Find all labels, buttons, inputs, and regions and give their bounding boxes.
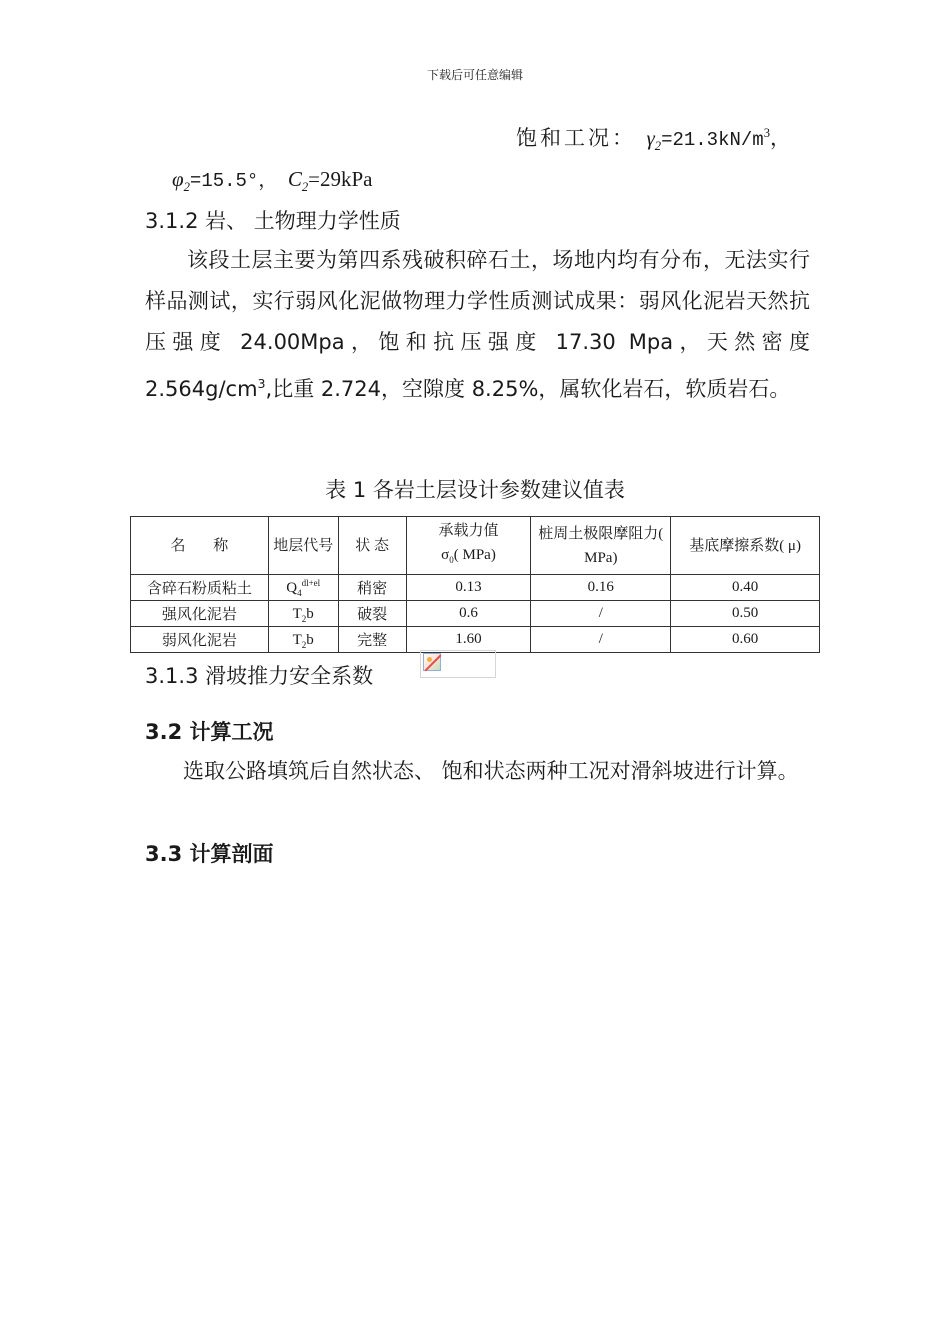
header-state: 状 态 [338, 517, 406, 575]
table-row [131, 575, 820, 601]
cell-name: 弱风化泥岩 [131, 627, 269, 653]
section-32-title: 3.2 计算工况 [145, 720, 274, 744]
cell-code [268, 601, 338, 627]
broken-image-placeholder [420, 650, 496, 678]
code-tail: b [306, 631, 314, 648]
table-row [131, 627, 820, 653]
gamma-superscript: 3 [763, 126, 770, 140]
sigma-subscript: 0 [449, 555, 454, 565]
cell-state: 稍密 [338, 575, 406, 601]
cell-base: 0.40 [671, 575, 820, 601]
code-letter: T [292, 605, 302, 622]
phi-c-line [172, 165, 373, 195]
gamma-symbol: γ [646, 126, 655, 150]
cell-state: 破裂 [338, 601, 406, 627]
condition-label: 饱和工况： [516, 126, 636, 150]
phi-value: =15.5°， [189, 170, 278, 192]
cm-superscript: 3 [257, 376, 266, 391]
cell-bearing: 0.13 [406, 575, 531, 601]
gamma-value: =21.3kN/m [661, 129, 764, 151]
code-superscript: dl+el [301, 577, 321, 588]
section-312-text: 该段土层主要为第四系残破积碎石土，场地内均有分布，无法实行样品测试，实行弱风化泥做物理力学性质测试成果：弱风化泥岩天然抗压强度 24.00Mpa，饱和抗压强度 17.30 Mpa，天然密度 2.564g/cm [145, 248, 810, 401]
saturated-condition-line [516, 122, 791, 154]
c-value: =29kPa [308, 167, 373, 191]
code-letter: Q [286, 579, 298, 596]
table-header-row [131, 517, 820, 575]
c-subscript: 2 [301, 180, 309, 195]
header-name: 名 称 [131, 517, 269, 575]
cell-bearing: 0.6 [406, 601, 531, 627]
header-bearing-line1: 承载力值 [438, 523, 499, 539]
cell-base: 0.60 [671, 627, 820, 653]
cell-bearing: 1.60 [406, 627, 531, 653]
section-32-paragraph: 选取公路填筑后自然状态、 饱和状态两种工况对滑斜坡进行计算。 [183, 759, 799, 783]
cell-code [268, 575, 338, 601]
broken-image-icon [423, 653, 441, 671]
table-caption: 表 1 各岩土层设计参数建议值表 [325, 478, 625, 502]
soil-parameter-table [130, 516, 820, 653]
cell-friction: / [531, 601, 671, 627]
code-subscript: 2 [301, 613, 307, 624]
phi-symbol: φ [172, 167, 184, 191]
page-header: 下载后可任意编辑 [426, 68, 523, 82]
section-312-title: 3.1.2 岩、 土物理力学性质 [145, 209, 401, 233]
cell-friction: / [531, 627, 671, 653]
cell-name: 强风化泥岩 [131, 601, 269, 627]
code-tail: b [306, 605, 314, 622]
header-bearing-unit: ( MPa) [453, 547, 496, 563]
code-subscript: 2 [301, 639, 307, 650]
cell-friction: 0.16 [531, 575, 671, 601]
code-letter: T [292, 631, 302, 648]
code-subscript: 4 [297, 587, 302, 598]
section-312-text-tail: ,比重 2.724，空隙度 8.25%，属软化岩石，软质岩石。 [265, 377, 791, 401]
header-code: 地层代号 [268, 517, 338, 575]
sigma-symbol: σ [441, 547, 450, 563]
header-base: 基底摩擦系数( μ) [671, 517, 820, 575]
c-symbol: C [287, 167, 302, 191]
phi-subscript: 2 [183, 180, 190, 195]
table-row [131, 601, 820, 627]
gamma-subscript: 2 [654, 139, 662, 154]
gamma-tail: ， [770, 126, 791, 150]
cell-state: 完整 [338, 627, 406, 653]
header-friction: 桩周土极限摩阻力( MPa) [531, 517, 671, 575]
header-bearing [406, 517, 531, 575]
cell-name: 含碎石粉质粘土 [131, 575, 269, 601]
section-313-title: 3.1.3 滑坡推力安全系数 [145, 664, 374, 688]
section-33-title: 3.3 计算剖面 [145, 842, 274, 866]
cell-code [268, 627, 338, 653]
section-312-paragraph [145, 240, 810, 410]
cell-base: 0.50 [671, 601, 820, 627]
